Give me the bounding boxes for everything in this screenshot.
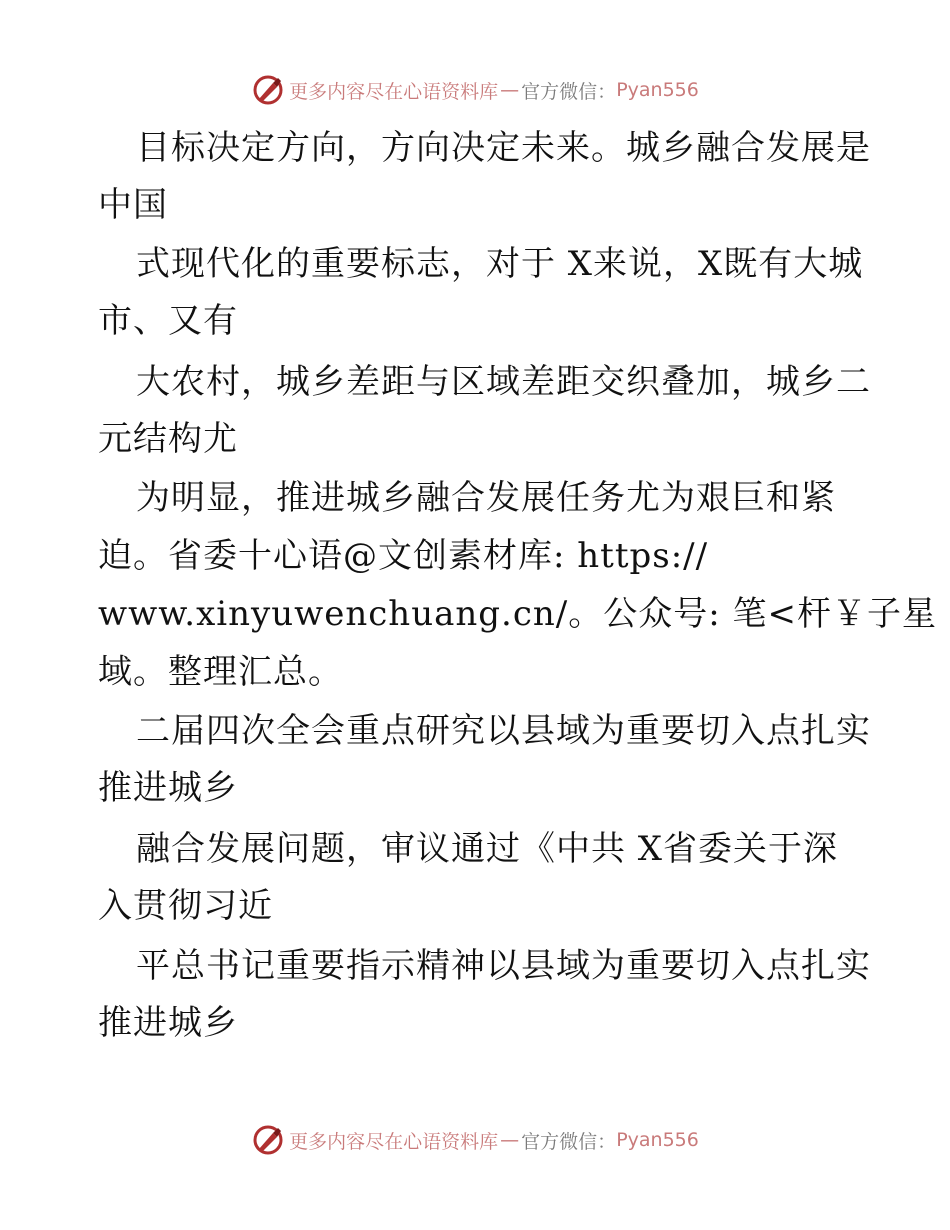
- body-line: 平总书记重要指示精神以县域为重要切入点扎实: [136, 946, 871, 986]
- body-line: www.xinyuwenchuang.cn/。公众号: 笔<杆￥子星: [98, 594, 937, 634]
- banner-label: 官方微信：: [521, 1130, 617, 1153]
- body-line: 元结构尤: [98, 419, 238, 459]
- pen-logo-icon: [251, 73, 285, 107]
- body-line: 融合发展问题，审议通过《中共 X省委关于深: [136, 829, 839, 869]
- body-line: 入贯彻习近: [98, 886, 273, 926]
- body-line: 推进城乡: [98, 1003, 238, 1043]
- banner-dash: —: [500, 79, 520, 101]
- banner-wechat-id: Pyan556: [616, 79, 699, 101]
- body-line: 为明显，推进城乡融合发展任务尤为艰巨和紧: [136, 478, 836, 518]
- banner-wechat-id: Pyan556: [616, 1129, 699, 1151]
- body-line: 域。整理汇总。: [98, 652, 343, 692]
- banner-label: 官方微信：: [521, 80, 617, 103]
- body-line: 二届四次全会重点研究以县域为重要切入点扎实: [136, 711, 871, 751]
- body-line: 中国: [98, 185, 168, 225]
- banner-dash: —: [500, 1129, 520, 1151]
- body-line: 迫。省委十心语@文创素材库: https://: [98, 536, 709, 576]
- body-line: 目标决定方向，方向决定未来。城乡融合发展是: [136, 128, 871, 168]
- body-line: 市、又有: [98, 301, 238, 341]
- body-line: 式现代化的重要标志，对于 X来说，X既有大城: [136, 244, 864, 284]
- banner-text: 更多内容尽在心语资料库: [289, 1130, 499, 1153]
- body-line: 推进城乡: [98, 768, 238, 808]
- footer-banner: [0, 1120, 950, 1160]
- pen-logo-icon: [251, 1123, 285, 1157]
- header-banner: [0, 70, 950, 110]
- banner-text: 更多内容尽在心语资料库: [289, 80, 499, 103]
- body-line: 大农村，城乡差距与区域差距交织叠加，城乡二: [136, 362, 871, 402]
